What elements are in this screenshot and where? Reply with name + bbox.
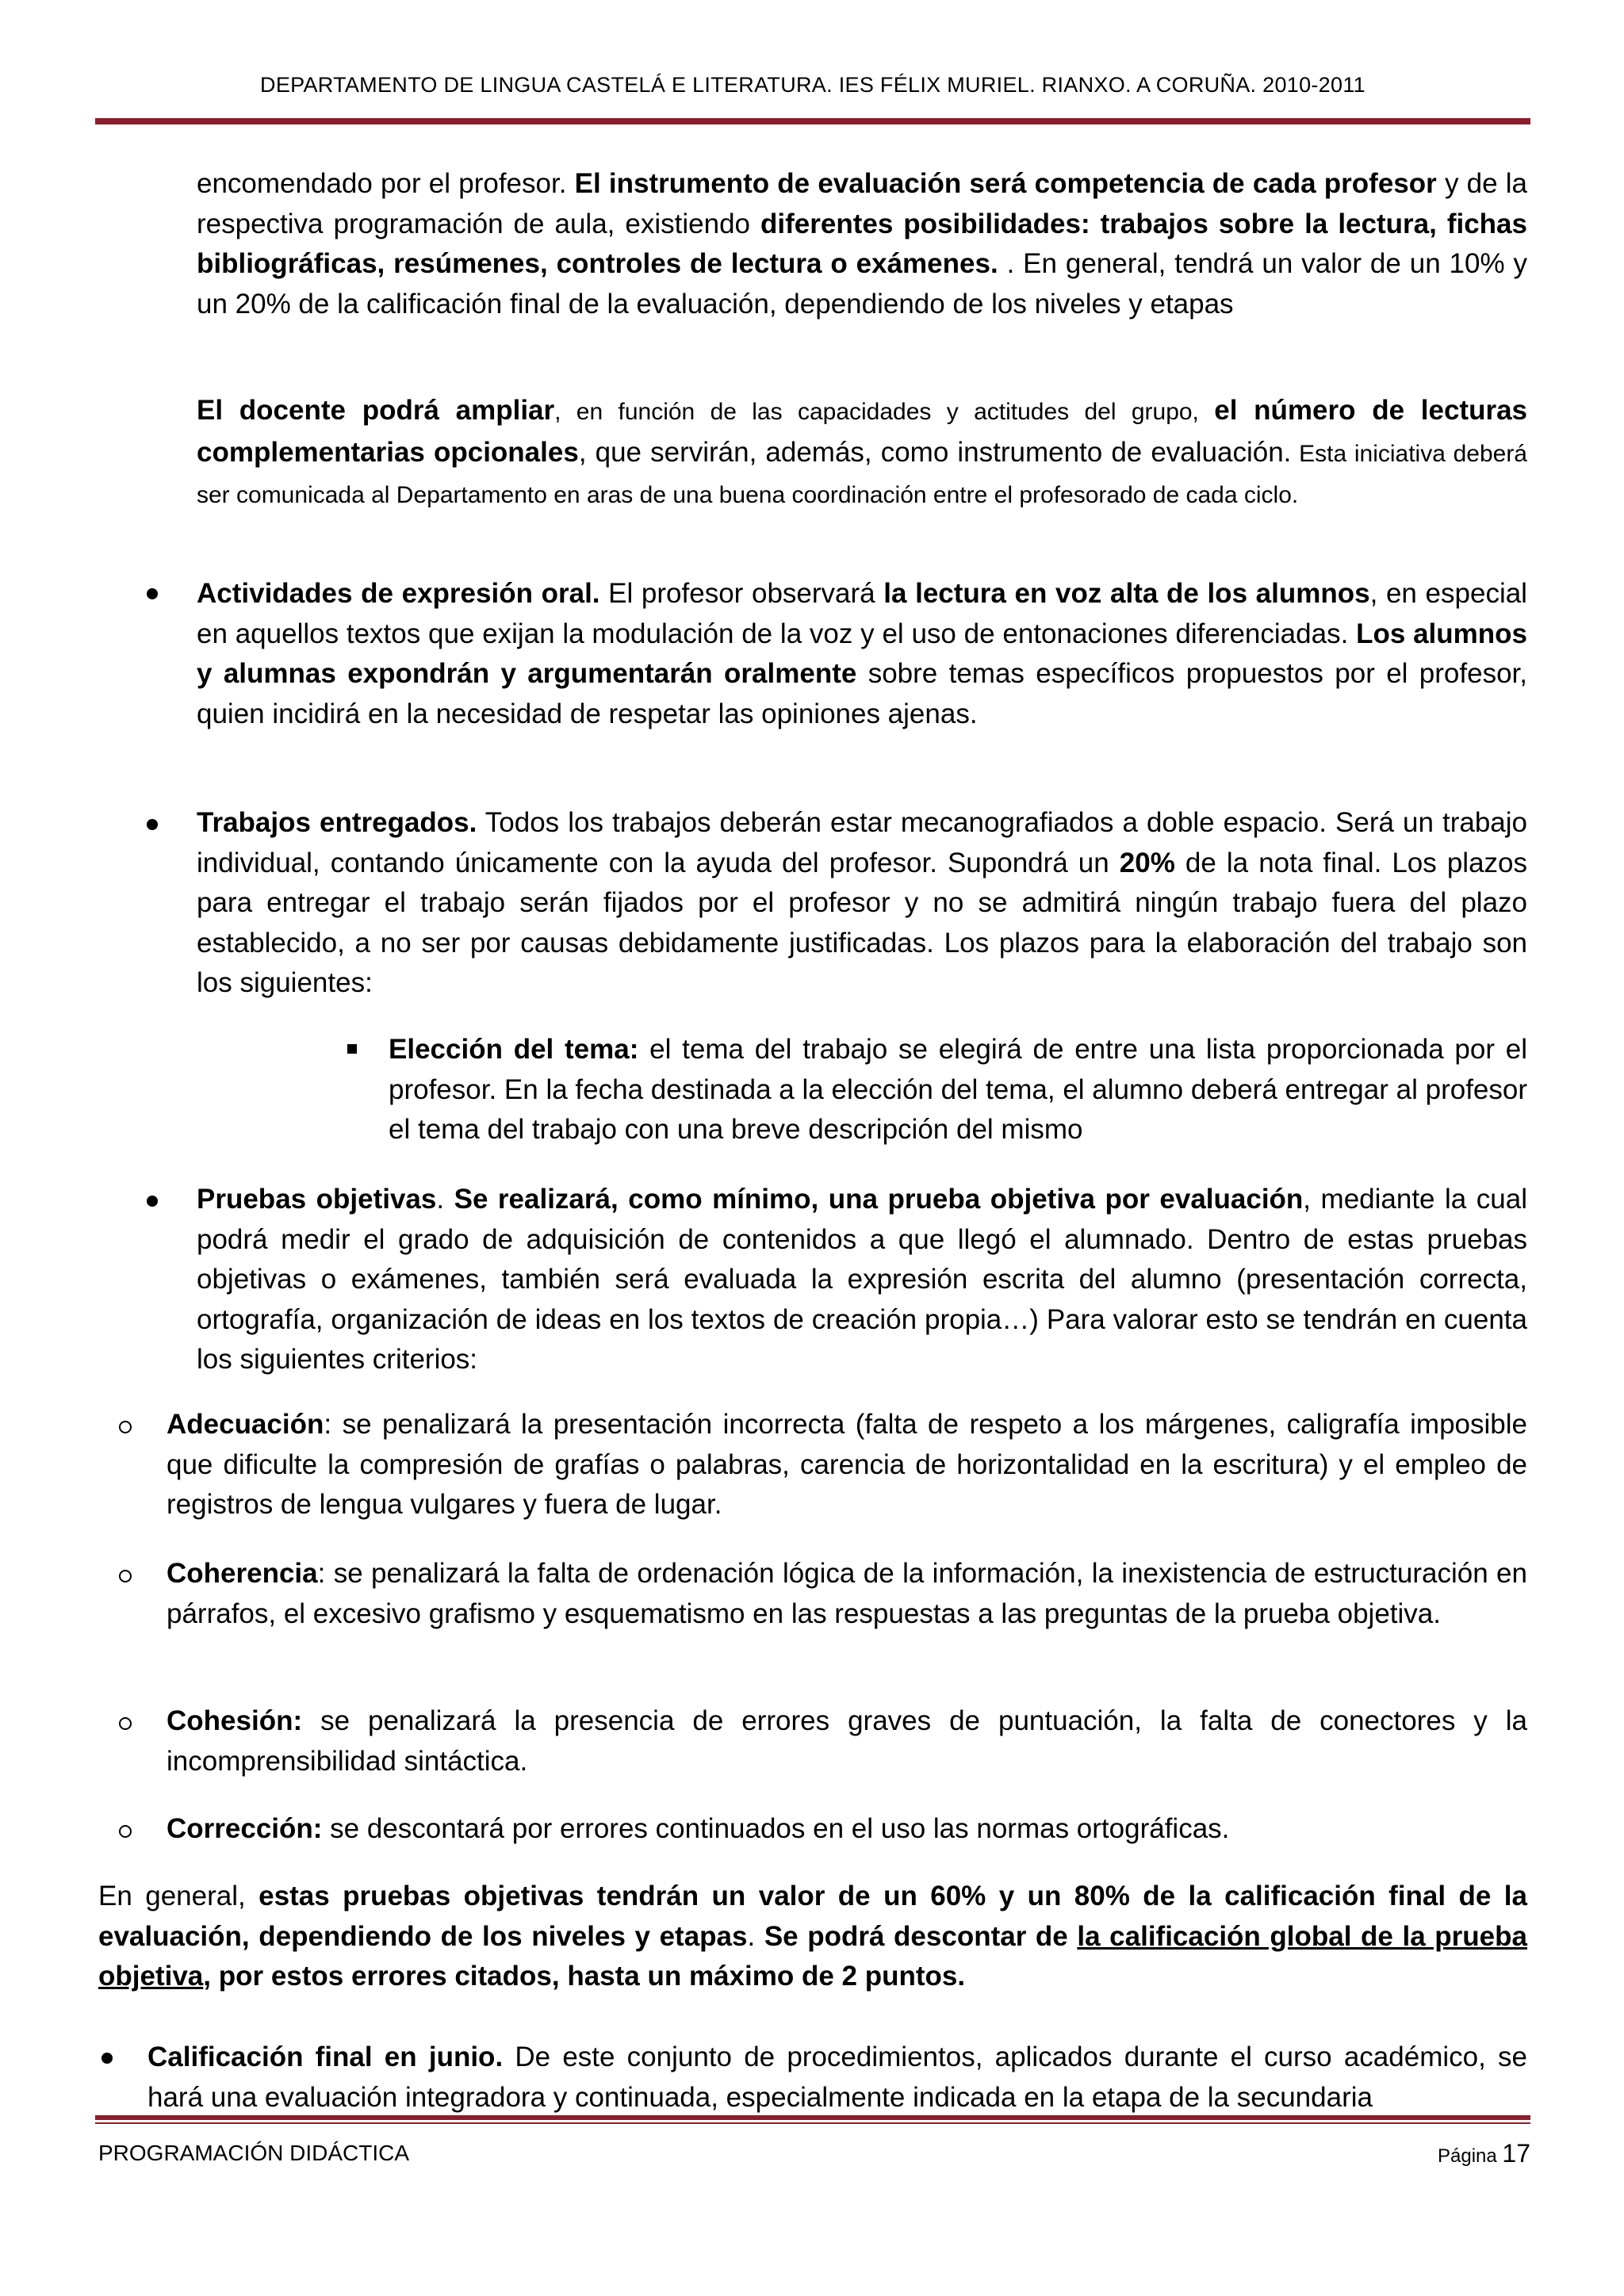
bullet-icon [102, 2053, 113, 2064]
page-header: DEPARTAMENTO DE LINGUA CASTELÁ E LITERATURA. IES FÉLIX MURIEL. RIANXO. A CORUÑA. 2010-2011 [260, 73, 1365, 97]
item-oral-expression: Actividades de expresión oral. El profesor observará la lectura en voz alta de los alumnos, en especial en aquellos textos que exijan la modulación de la voz y el uso de entonaciones diferenciadas. Los alumnos y alumnas expondrán y argumentarán oralmente sobre temas específicos propuestos por el profesor, quien incidirá en la necesidad de respetar las opiniones ajenas. [197, 578, 1527, 729]
page-number: Página 17 [1438, 2139, 1530, 2168]
square-bullet-icon [347, 1044, 357, 1054]
criterion-adequacy: Adecuación: se penalizará la presentación incorrecta (falta de respeto a los márgenes, caligrafía imposible que dificulte la compresión de grafías o palabras, carencia de horizontalidad en la escritura) y el empleo de registros de lengua vulgares y fuera de lugar. [167, 1409, 1527, 1520]
circle-bullet-icon [119, 1825, 132, 1838]
paragraph-additional-readings: El docente podrá ampliar, en función de las capacidades y actitudes del grupo, el número de lecturas complementarias opcionales, que servirán, además, como instrumento de evaluación. Esta iniciativa deberá ser comunicada al Departamento en aras de una buena coordinación entre el profesorado de cada ciclo. [197, 395, 1528, 508]
item-topic-choice: Elección del tema: el tema del trabajo se elegirá de entre una lista proporcionada por el profesor. En la fecha destinada a la elección del tema, el alumno deberá entregar al profesor el tema del trabajo con una breve descripción del mismo [389, 1034, 1528, 1145]
bullet-icon [147, 588, 158, 599]
header-rule [95, 116, 1530, 124]
circle-bullet-icon [119, 1421, 132, 1433]
circle-bullet-icon [119, 1570, 132, 1582]
circle-bullet-icon [119, 1717, 132, 1730]
footer-rule [95, 2115, 1530, 2124]
item-final-grade-june: Calificación final en junio. De este conjunto de procedimientos, aplicados durante el curso académico, se hará una evaluación integradora y continuada, especialmente indicada en la etapa de la secundaria [147, 2042, 1527, 2113]
item-objective-tests: Pruebas objetivas. Se realizará, como mínimo, una prueba objetiva por evaluación, mediante la cual podrá medir el grado de adquisición de contenidos a que llegó el alumnado. Dentro de estas pruebas objetivas o exámenes, también será evaluada la expresión escrita del alumno (presentación correcta, ortografía, organización de ideas en los textos de creación propia…) Para valorar esto se tendrán en cuenta los siguientes criterios: [197, 1184, 1527, 1375]
paragraph-general-weighting: En general, estas pruebas objetivas tendrán un valor de un 60% y un 80% de la calificación final de la evaluación, dependiendo de los niveles y etapas. Se podrá descontar de la calificación global de la prueba objetiva, por estos errores citados, hasta un máximo de 2 puntos. [98, 1881, 1527, 1992]
criterion-coherence: Coherencia: se penalizará la falta de ordenación lógica de la información, la inexistencia de estructuración en párrafos, el excesivo grafismo y esquematismo en las respuestas a las preguntas de la prueba objetiva. [167, 1558, 1527, 1629]
bullet-icon [147, 1196, 158, 1207]
bullet-icon [147, 819, 158, 830]
paragraph-evaluation-instrument: encomendado por el profesor. El instrumento de evaluación será competencia de cada profesor y de la respectiva programación de aula, existiendo diferentes posibilidades: trabajos sobre la lectura, fichas bibliográficas, resúmenes, controles de lectura o exámenes. . En general, tendrá un valor de un 10% y un 20% de la calificación final de la evaluación, dependiendo de los niveles y etapas [197, 168, 1527, 320]
criterion-correction: Corrección: se descontará por errores continuados en el uso las normas ortográficas. [167, 1813, 1230, 1844]
footer-title: PROGRAMACIÓN DIDÁCTICA [98, 2141, 410, 2165]
item-submitted-work: Trabajos entregados. Todos los trabajos deberán estar mecanografiados a doble espacio. Será un trabajo individual, contando únicamente con la ayuda del profesor. Supondrá un 20% de la nota final. Los plazos para entregar el trabajo serán fijados por el profesor y no se admitirá ningún trabajo fuera del plazo establecido, a no ser por causas debidamente justificadas. Los plazos para la elaboración del trabajo son los siguientes: [197, 807, 1527, 998]
criterion-cohesion: Cohesión: se penalizará la presencia de errores graves de puntuación, la falta de conectores y la incomprensibilidad sintáctica. [167, 1705, 1527, 1777]
